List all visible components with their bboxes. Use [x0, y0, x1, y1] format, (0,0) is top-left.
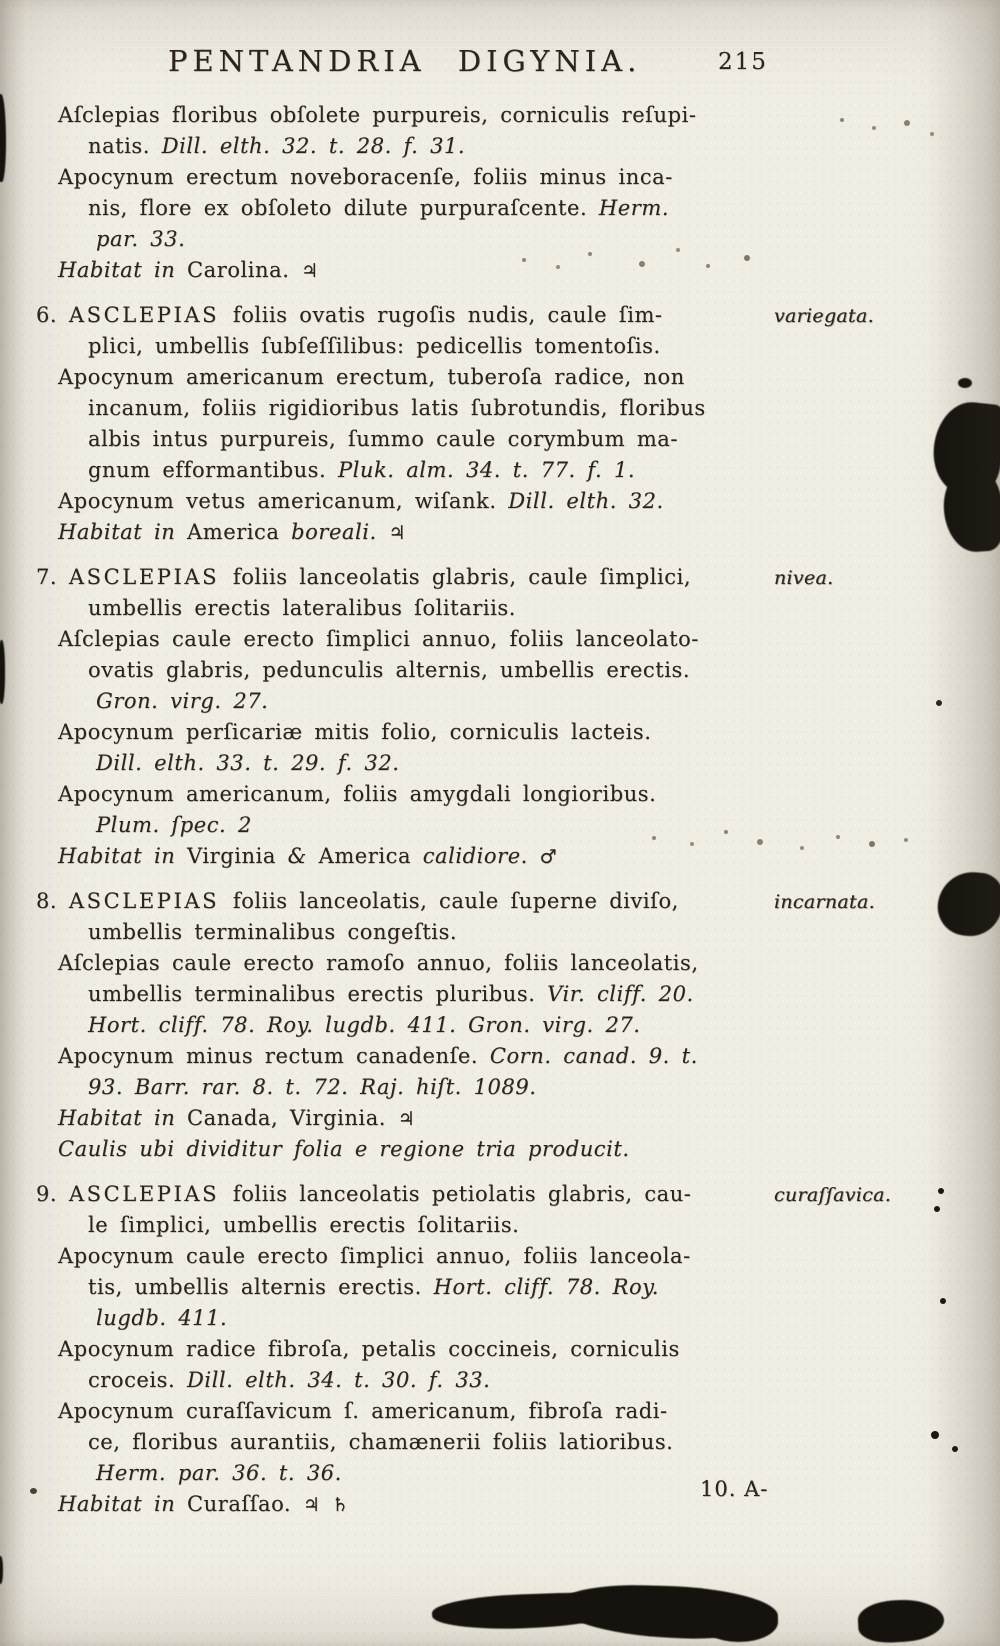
- text-segment: Herm.: [598, 196, 670, 220]
- text-segment: croceis.: [88, 1368, 187, 1392]
- paper-speckles: [30, 1488, 37, 1494]
- text-segment: America: [318, 844, 423, 868]
- text-segment: ASCLEPIAS: [68, 889, 233, 913]
- text-segment: umbellis erectis lateralibus ſolitariis.: [88, 596, 516, 620]
- text-segment: lugdb. 411.: [96, 1306, 228, 1330]
- text-line: [58, 1072, 772, 1103]
- text-line: [58, 1396, 772, 1427]
- text-line: [58, 362, 772, 393]
- text-line: [58, 810, 772, 841]
- text-segment: Apocynum vetus americanum, wiſank.: [58, 489, 509, 513]
- edge-ink-blob: [941, 466, 1000, 554]
- text-segment: Corn. canad. 9. t.: [489, 1044, 698, 1068]
- text-segment: Aſclepias floribus obſolete purpureis, corniculis reſupi-: [58, 103, 697, 127]
- text-segment: Curaſſao.: [187, 1492, 303, 1516]
- text-line: [58, 424, 772, 455]
- observation-line: [58, 1134, 772, 1165]
- text-segment: incanum, foliis rigidioribus latis ſubrotundis, floribus: [88, 396, 706, 420]
- text-line: [58, 455, 772, 486]
- species-heading-line: [36, 886, 875, 917]
- text-segment: umbellis terminalibus congeſtis.: [88, 920, 458, 944]
- text-line: [58, 655, 772, 686]
- text-line: [58, 593, 772, 624]
- text-segment: boreali.: [291, 520, 389, 544]
- text-segment: Habitat in: [58, 1106, 188, 1130]
- text-segment: Dill. elth. 32. t. 28. f. 31.: [161, 134, 466, 158]
- text-segment: foliis lanceolatis glabris, caule ſimplici,: [232, 565, 692, 589]
- binding-ink-mark: [0, 640, 5, 704]
- text-segment: Dill. elth. 34. t. 30. f. 33.: [186, 1368, 491, 1392]
- habitat-line: [58, 841, 772, 872]
- page-number: 215: [718, 49, 768, 75]
- text-segment: Apocynum americanum, foliis amygdali longioribus.: [58, 782, 657, 806]
- text-line: [58, 486, 772, 517]
- text-segment: America: [187, 520, 292, 544]
- catchword: 10. A-: [700, 1477, 769, 1501]
- text-segment: Apocynum minus rectum canadenſe.: [58, 1044, 490, 1068]
- text-line: [58, 1241, 772, 1272]
- text-segment: Apocynum americanum erectum, tuberoſa radice, non: [58, 365, 685, 389]
- text-segment: Habitat in: [58, 258, 188, 282]
- text-segment: foliis ovatis rugoſis nudis, caule ſim-: [232, 303, 663, 327]
- text-segment: plici, umbellis ſubſeſſilibus: pedicellis tomentoſis.: [88, 334, 661, 358]
- text-segment: Dill. elth. 32.: [508, 489, 664, 513]
- edge-ink-blob: [958, 378, 972, 388]
- habitat-line: [58, 255, 772, 286]
- species-heading-line: [36, 300, 874, 331]
- text-segment: 93. Barr. rar. 8. t. 72. Raj. hiſt. 1089.: [88, 1075, 537, 1099]
- text-line: [58, 717, 772, 748]
- text-segment: ASCLEPIAS: [68, 565, 233, 589]
- page-title: PENTANDRIA DIGYNIA.: [168, 44, 642, 78]
- planet-symbol: ♃ ♄: [302, 1494, 350, 1516]
- text-segment: Vir. cliff. 20.: [547, 982, 694, 1006]
- species-heading-line: [36, 1179, 892, 1210]
- text-line: [58, 1010, 772, 1041]
- text-segment: tis, umbellis alternis erectis.: [88, 1275, 434, 1299]
- binding-ink-mark: [0, 94, 6, 182]
- text-line: [58, 331, 772, 362]
- text-segment: Carolina.: [187, 258, 302, 282]
- text-segment: Habitat in: [58, 844, 188, 868]
- margin-species-name: curaſſavica.: [774, 1184, 892, 1206]
- text-segment: ASCLEPIAS: [68, 303, 233, 327]
- text-line: [58, 1303, 772, 1334]
- paper-speckles: [652, 836, 656, 840]
- text-line: [58, 1210, 772, 1241]
- text-segment: Hort. cliff. 78. Roy.: [433, 1275, 660, 1299]
- paper-speckles: [522, 258, 526, 262]
- text-segment: Apocynum erectum noveboracenſe, foliis minus inca-: [58, 165, 673, 189]
- text-line: [58, 224, 772, 255]
- text-segment: ASCLEPIAS: [68, 1182, 233, 1206]
- edge-ink-blob: [935, 869, 1000, 938]
- text-segment: Hort. cliff. 78. Roy. lugdb. 411. Gron. virg. 27.: [88, 1013, 641, 1037]
- bottom-ink-smear: [857, 1598, 945, 1644]
- text-line: [58, 393, 772, 424]
- text-segment: 8.: [36, 889, 69, 913]
- text-line: [58, 193, 772, 224]
- bottom-ink-smear: [700, 1602, 778, 1642]
- binding-ink-mark: [0, 1556, 3, 1584]
- text-line: [58, 1334, 772, 1365]
- text-line: [58, 131, 772, 162]
- text-line: [58, 686, 772, 717]
- text-segment: foliis lanceolatis petiolatis glabris, cau-: [232, 1182, 692, 1206]
- text-segment: gnum efformantibus.: [88, 458, 338, 482]
- species-heading-line: [36, 562, 834, 593]
- text-line: [58, 948, 772, 979]
- text-segment: nis, flore ex obſoleto dilute purpuraſcente.: [88, 196, 599, 220]
- habitat-line: [58, 1489, 772, 1520]
- text-segment: foliis lanceolatis, caule ſuperne diviſo,: [232, 889, 679, 913]
- text-segment: Caulis ubi dividitur folia e regione tria producit.: [58, 1137, 630, 1161]
- text-segment: &: [287, 844, 319, 868]
- text-segment: Apocynum perſicariæ mitis folio, corniculis lacteis.: [58, 720, 652, 744]
- text-segment: 9.: [36, 1182, 69, 1206]
- text-segment: 6.: [36, 303, 69, 327]
- text-segment: Habitat in: [58, 1492, 188, 1516]
- text-segment: Apocynum curaſſavicum ſ. americanum, fibroſa radi-: [58, 1399, 668, 1423]
- text-line: [58, 1458, 772, 1489]
- text-segment: ovatis glabris, pedunculis alternis, umbellis erectis.: [88, 658, 691, 682]
- text-segment: calidiore.: [422, 844, 540, 868]
- text-segment: natis.: [88, 134, 162, 158]
- text-line: [58, 1272, 772, 1303]
- text-segment: Habitat in: [58, 520, 188, 544]
- text-segment: Aſclepias caule erecto ſimplici annuo, foliis lanceolato-: [58, 627, 699, 651]
- text-segment: Gron. virg. 27.: [96, 689, 269, 713]
- edge-ink-dots: [938, 1188, 944, 1194]
- text-segment: Pluk. alm. 34. t. 77. f. 1.: [337, 458, 636, 482]
- text-segment: umbellis terminalibus erectis pluribus.: [88, 982, 548, 1006]
- text-line: [58, 162, 772, 193]
- text-segment: albis intus purpureis, ſummo caule corymbum ma-: [88, 427, 679, 451]
- text-line: [58, 979, 772, 1010]
- margin-species-name: incarnata.: [774, 891, 875, 913]
- text-segment: Virginia: [187, 844, 288, 868]
- text-segment: Apocynum radice fibroſa, petalis coccineis, corniculis: [58, 1337, 680, 1361]
- text-segment: Dill. elth. 33. t. 29. f. 32.: [96, 751, 400, 775]
- margin-species-name: variegata.: [774, 305, 874, 327]
- page-header: [0, 44, 1000, 86]
- text-line: [58, 624, 772, 655]
- text-segment: ce, floribus aurantiis, chamænerii foliis latioribus.: [88, 1430, 674, 1454]
- text-line: [58, 1041, 772, 1072]
- habitat-line: [58, 1103, 772, 1134]
- text-segment: Herm. par. 36. t. 36.: [96, 1461, 342, 1485]
- planet-symbol: ♃: [301, 260, 319, 282]
- paper-speckles: [840, 118, 844, 122]
- text-line: [58, 779, 772, 810]
- margin-species-name: nivea.: [774, 567, 834, 589]
- text-line: [58, 100, 772, 131]
- text-segment: Aſclepias caule erecto ramoſo annuo, foliis lanceolatis,: [58, 951, 699, 975]
- habitat-line: [58, 517, 772, 548]
- text-segment: Plum. ſpec. 2: [96, 813, 252, 837]
- text-line: [58, 1365, 772, 1396]
- text-line: [58, 917, 772, 948]
- planet-symbol: ♃: [388, 522, 407, 544]
- planet-symbol: ♂: [539, 846, 558, 868]
- text-column: [36, 100, 892, 1520]
- planet-symbol: ♃: [397, 1108, 416, 1130]
- text-segment: 7.: [36, 565, 69, 589]
- text-segment: le ſimplici, umbellis erectis ſolitariis.: [88, 1213, 520, 1237]
- text-line: [58, 748, 772, 779]
- text-segment: Canada, Virginia.: [187, 1106, 398, 1130]
- text-line: [58, 1427, 772, 1458]
- text-segment: Apocynum caule erecto ſimplici annuo, foliis lanceola-: [58, 1244, 691, 1268]
- text-segment: par. 33.: [96, 227, 186, 251]
